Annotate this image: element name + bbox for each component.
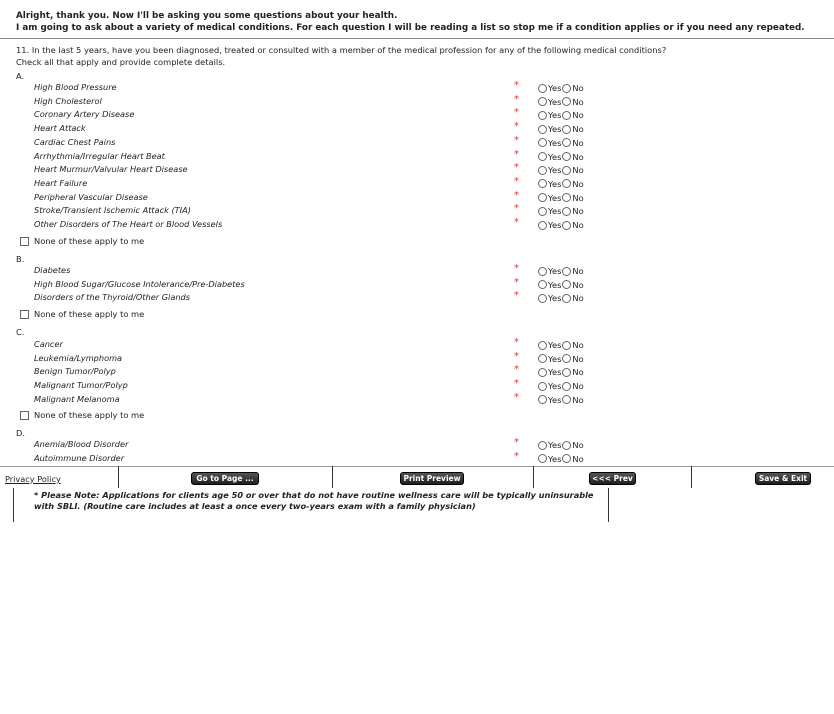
yes-no-group [538,138,584,148]
none-apply-label: None of these apply to me [34,309,145,319]
section-letter: D. [16,428,26,438]
no-label: No [572,124,584,135]
no-label: No [572,279,584,290]
yes-no-group [538,395,584,405]
no-radio[interactable] [562,179,571,188]
required-asterisk: * [514,80,519,91]
yes-no-group [538,206,584,216]
condition-label: Heart Failure [34,177,88,188]
yes-label: Yes [548,110,562,121]
yes-radio[interactable] [538,368,547,377]
yes-label: Yes [548,96,562,107]
yes-radio[interactable] [538,193,547,202]
condition-label: Coronary Artery Disease [34,109,135,120]
question-instruction: Check all that apply and provide complete details. [16,56,226,67]
footer-separator [118,466,119,488]
required-asterisk: * [514,290,519,302]
no-radio[interactable] [562,125,571,134]
section-letter: A. [16,71,25,81]
no-label: No [572,151,584,162]
prev-button[interactable]: <<< Prev [589,472,636,485]
required-asterisk: * [514,93,519,105]
condition-label: Anemia/Blood Disorder [34,439,129,449]
yes-label: Yes [548,266,562,276]
no-radio[interactable] [562,454,571,463]
condition-label: Cancer [34,339,63,349]
no-label: No [572,381,584,392]
yes-no-group [538,454,584,464]
yes-radio[interactable] [538,221,547,230]
note-left-border [13,488,14,522]
condition-label: Other Disorders of The Heart or Blood Vessels [34,219,223,229]
condition-label: Malignant Tumor/Polyp [34,380,128,391]
none-apply-row [20,309,144,319]
yes-radio[interactable] [538,111,547,120]
no-radio[interactable] [562,395,571,404]
required-asterisk: * [514,350,519,362]
yes-label: Yes [548,293,562,304]
none-apply-label: None of these apply to me [34,236,145,246]
no-radio[interactable] [562,193,571,202]
no-radio[interactable] [562,207,571,216]
no-label: No [572,83,584,93]
no-radio[interactable] [562,221,571,230]
no-label: No [572,367,584,378]
yes-radio[interactable] [538,138,547,147]
yes-no-group [538,220,584,230]
yes-no-group [538,152,584,162]
no-label: No [572,220,584,230]
condition-label: Peripheral Vascular Disease [34,191,148,202]
required-asterisk: * [514,175,519,187]
yes-label: Yes [548,381,562,392]
no-label: No [572,266,584,276]
no-label: No [572,206,584,217]
intro-line-2: I am going to ask about a variety of medical conditions. For each question I will be reading a list so stop me if a condition applies or if you need any repeated. [16,23,805,33]
yes-radio[interactable] [538,125,547,134]
no-label: No [572,453,584,464]
yes-radio[interactable] [538,294,547,303]
yes-label: Yes [548,367,562,378]
yes-radio[interactable] [538,179,547,188]
no-label: No [572,178,584,189]
question-text: 11. In the last 5 years, have you been diagnosed, treated or consulted with a member of the medical profession for any of the following medical conditions? [16,45,667,55]
condition-label: Leukemia/Lymphoma [34,352,123,363]
yes-no-group [538,367,584,377]
none-apply-checkbox[interactable] [20,310,29,319]
condition-label: Benign Tumor/Polyp [34,366,116,377]
no-radio[interactable] [562,111,571,120]
yes-radio[interactable] [538,341,547,350]
yes-no-group [538,179,584,189]
none-apply-row [20,236,144,246]
condition-label: Stroke/Transient Ischemic Attack (TIA) [34,205,191,216]
condition-label: High Blood Sugar/Glucose Intolerance/Pre-Diabetes [34,278,245,289]
no-radio[interactable] [562,382,571,391]
no-radio[interactable] [562,166,571,175]
no-radio[interactable] [562,152,571,161]
no-label: No [572,192,584,203]
yes-no-group [538,440,584,450]
condition-label: Malignant Melanoma [34,393,120,404]
privacy-policy-link[interactable]: Privacy Policy [5,474,61,484]
required-asterisk: * [514,337,519,348]
yes-no-group [538,110,584,120]
yes-label: Yes [548,137,562,148]
yes-label: Yes [548,340,562,350]
no-radio[interactable] [562,84,571,93]
footer-note: * Please Note: Applications for clients age 50 or over that do not have routine wellness care will be typically uninsurable with SBLI. (Routine care includes at least a once every two-years exam with a family physician) [34,490,594,511]
yes-no-group [538,193,584,203]
no-label: No [572,293,584,304]
yes-no-group [538,97,584,107]
yes-label: Yes [548,353,562,364]
condition-label: Cardiac Chest Pains [34,136,116,147]
yes-radio[interactable] [538,454,547,463]
yes-no-group [538,381,584,391]
no-radio[interactable] [562,368,571,377]
condition-label: Arrhythmia/Irregular Heart Beat [34,150,165,161]
yes-no-group [538,165,584,175]
divider [0,38,834,39]
no-label: No [572,96,584,107]
yes-label: Yes [548,151,562,162]
required-asterisk: * [514,203,519,215]
question-block [16,45,666,68]
condition-label: Heart Attack [34,123,86,134]
no-label: No [572,440,584,450]
required-asterisk: * [514,364,519,376]
section-letter: B. [16,254,25,264]
yes-label: Yes [548,192,562,203]
yes-no-group [538,293,584,303]
yes-label: Yes [548,453,562,464]
yes-no-group [538,354,584,364]
yes-no-group [538,280,584,290]
none-apply-checkbox[interactable] [20,237,29,246]
footer-separator [332,466,333,488]
condition-label: Disorders of the Thyroid/Other Glands [34,292,191,303]
condition-label: High Cholesterol [34,95,102,106]
no-label: No [572,394,584,405]
required-asterisk: * [514,148,519,160]
condition-label: Diabetes [34,265,71,275]
no-radio[interactable] [562,341,571,350]
none-apply-row [20,410,144,420]
yes-radio[interactable] [538,166,547,175]
yes-label: Yes [548,440,562,450]
required-asterisk: * [514,134,519,146]
condition-label: Heart Murmur/Valvular Heart Disease [34,164,188,175]
no-radio[interactable] [562,138,571,147]
footer-divider [0,466,834,467]
yes-label: Yes [548,178,562,189]
none-apply-checkbox[interactable] [20,411,29,420]
go-to-page-button[interactable]: Go to Page ... [191,472,259,485]
yes-no-group [538,340,584,350]
no-label: No [572,340,584,350]
required-asterisk: * [514,107,519,119]
yes-label: Yes [548,83,562,93]
yes-label: Yes [548,165,562,176]
footer-separator [691,466,692,488]
yes-label: Yes [548,394,562,405]
note-right-border [608,488,609,522]
required-asterisk: * [514,121,519,133]
no-radio[interactable] [562,97,571,106]
condition-label: Autoimmune Disorder [34,452,125,463]
yes-radio[interactable] [538,84,547,93]
required-asterisk: * [514,450,519,462]
yes-label: Yes [548,279,562,290]
condition-label: High Blood Pressure [34,82,117,92]
required-asterisk: * [514,391,519,403]
required-asterisk: * [514,276,519,288]
no-radio[interactable] [562,280,571,289]
yes-radio[interactable] [538,395,547,404]
yes-radio[interactable] [538,267,547,276]
no-radio[interactable] [562,354,571,363]
save-exit-button[interactable]: Save & Exit [755,472,811,485]
no-label: No [572,353,584,364]
none-apply-label: None of these apply to me [34,410,145,420]
required-asterisk: * [514,378,519,390]
section-letter: C. [16,327,25,337]
required-asterisk: * [514,217,519,228]
yes-label: Yes [548,206,562,217]
yes-radio[interactable] [538,97,547,106]
yes-label: Yes [548,220,562,230]
required-asterisk: * [514,437,519,448]
no-label: No [572,110,584,121]
yes-radio[interactable] [538,441,547,450]
yes-radio[interactable] [538,280,547,289]
intro-line-1: Alright, thank you. Now I'll be asking you some questions about your health. [16,11,398,21]
yes-radio[interactable] [538,382,547,391]
yes-no-group [538,83,584,93]
yes-no-group [538,266,584,276]
yes-radio[interactable] [538,207,547,216]
yes-label: Yes [548,124,562,135]
no-radio[interactable] [562,294,571,303]
no-radio[interactable] [562,267,571,276]
intro-text [16,10,805,34]
required-asterisk: * [514,189,519,201]
no-radio[interactable] [562,441,571,450]
print-preview-button[interactable]: Print Preview [400,472,464,485]
yes-radio[interactable] [538,152,547,161]
yes-no-group [538,124,584,134]
no-label: No [572,137,584,148]
footer-separator [533,466,534,488]
yes-radio[interactable] [538,354,547,363]
no-label: No [572,165,584,176]
required-asterisk: * [514,162,519,174]
required-asterisk: * [514,263,519,274]
